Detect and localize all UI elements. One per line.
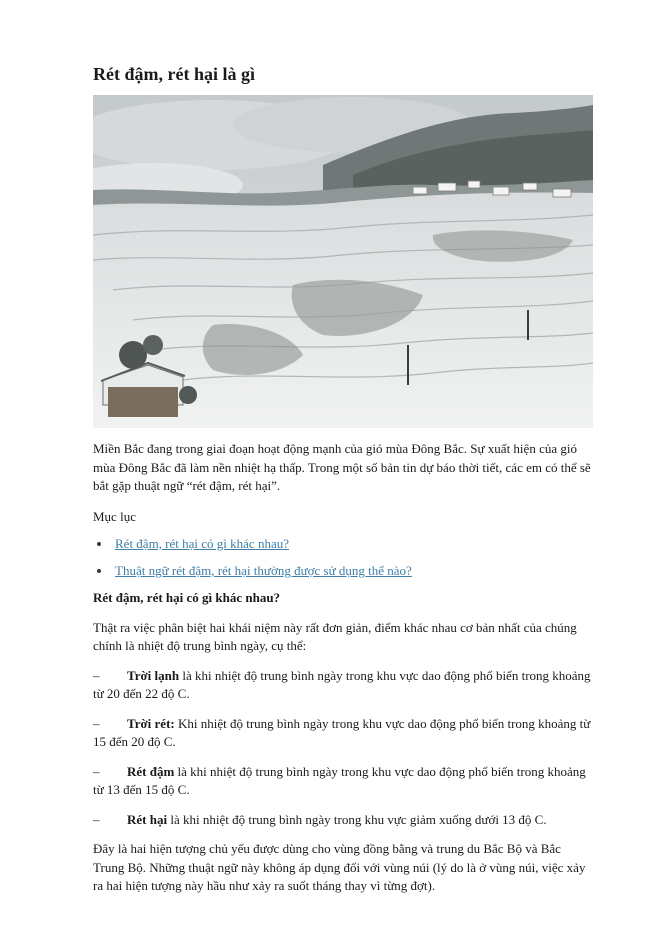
toc-link-usage[interactable]: Thuật ngữ rét đậm, rét hại thường được sử dụng thế nào? — [115, 563, 412, 578]
dash-marker: – — [93, 667, 100, 683]
dash-marker: – — [93, 763, 100, 779]
dash-marker: – — [93, 811, 100, 827]
definition-item — [93, 667, 593, 704]
definition-item — [93, 715, 593, 752]
snow-landscape-photo — [93, 95, 593, 428]
definition-text: là khi nhiệt độ trung bình ngày trong khu vực dao động phổ biến trong khoảng từ 20 đến 22 độ C. — [93, 667, 591, 701]
section-heading: Rét đậm, rét hại có gì khác nhau? — [93, 590, 281, 605]
definition-term: Rét hại — [127, 811, 168, 827]
closing-paragraph: Đây là hai hiện tượng chủ yếu được dùng cho vùng đồng bằng và trung du Bắc Bộ và Bắc Trung Bộ. Những thuật ngữ này không áp dụng đối với vùng núi (lý do là ở vùng núi, việc xảy ra hai hiện tượng này hầu như xảy ra suốt tháng thay vì từng đợt). — [93, 841, 586, 893]
definition-item — [93, 763, 593, 800]
definition-text: Khi nhiệt độ trung bình ngày trong khu vực dao động phổ biến trong khoảng từ 15 đến 20 độ C. — [93, 715, 591, 749]
toc-link-difference[interactable]: Rét đậm, rét hại có gì khác nhau? — [115, 536, 289, 551]
definition-item — [93, 811, 593, 830]
article — [93, 60, 593, 896]
toc-item — [115, 562, 593, 580]
definition-text: là khi nhiệt độ trung bình ngày trong khu vực dao động phổ biến trong khoảng từ 13 đến 15 độ C. — [93, 763, 586, 797]
toc-item — [115, 535, 593, 553]
intro-paragraph: Miền Bắc đang trong giai đoạn hoạt động mạnh của gió mùa Đông Bắc. Sự xuất hiện của gió mùa Đông Bắc đã làm nền nhiệt hạ thấp. Trong một số bản tin dự báo thời tiết, các em có thể sẽ bắt gặp thuật ngữ “rét đậm, rét hại”. — [93, 441, 591, 493]
table-of-contents — [93, 535, 593, 580]
definition-term: Trời rét: — [127, 715, 175, 731]
dash-marker: – — [93, 715, 100, 731]
definition-term: Rét đậm — [127, 763, 175, 779]
definition-term: Trời lạnh — [127, 667, 180, 683]
article-title: Rét đậm, rét hại là gì — [93, 64, 255, 84]
toc-label: Mục lục — [93, 508, 136, 524]
section-lead-paragraph: Thật ra việc phân biệt hai khái niệm này rất đơn giản, điểm khác nhau cơ bản nhất của chúng chính là nhiệt độ trung bình ngày, cụ thể: — [93, 619, 577, 653]
definition-text: là khi nhiệt độ trung bình ngày trong khu vực giảm xuống dưới 13 độ C. — [167, 811, 547, 827]
